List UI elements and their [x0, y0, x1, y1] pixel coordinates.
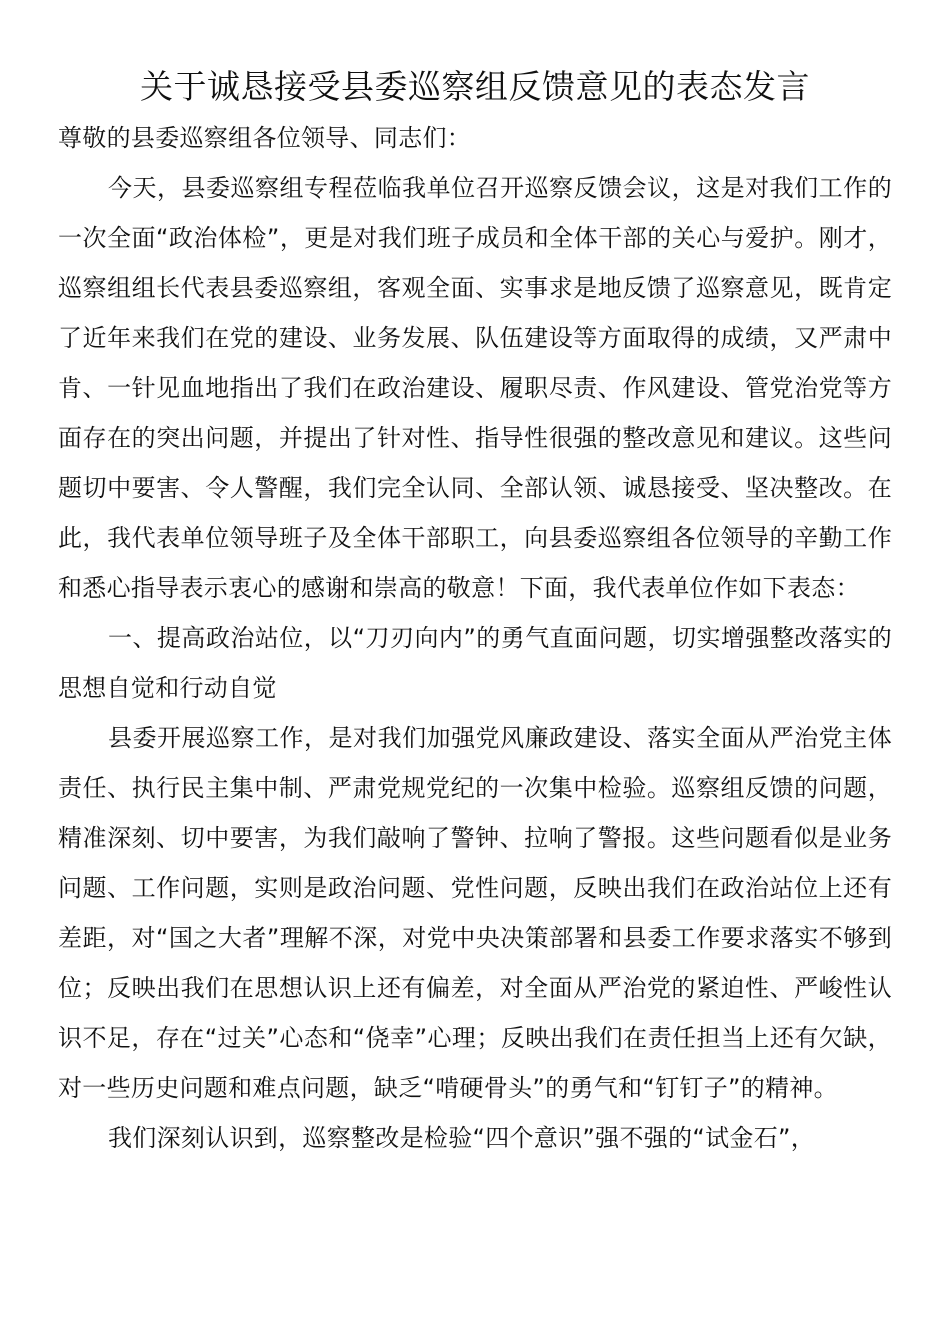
paragraph-section-1: 县委开展巡察工作，是对我们加强党风廉政建设、落实全面从严治党主体责任、执行民主集中制、严肃党规党纪的一次集中检验。巡察组反馈的问题，精准深刻、切中要害，为我们敲响了警钟、拉响了警报。这些问题看似是业务问题、工作问题，实则是政治问题、党性问题，反映出我们在政治站位上还有差距，对“国之大者”理解不深，对党中央决策部署和县委工作要求落实不够到位；反映出我们在思想认识上还有偏差，对全面从严治党的紧迫性、严峻性认识不足，存在“过关”心态和“侥幸”心理；反映出我们在责任担当上还有欠缺，对一些历史问题和难点问题，缺乏“啃硬骨头”的勇气和“钉钉子”的精神。 — [58, 724, 892, 1102]
paragraph-intro: 今天，县委巡察组专程莅临我单位召开巡察反馈会议，这是对我们工作的一次全面“政治体检”，更是对我们班子成员和全体干部的关心与爱护。刚才，巡察组组长代表县委巡察组，客观全面、实事求是地反馈了巡察意见，既肯定了近年来我们在党的建设、业务发展、队伍建设等方面取得的成绩，又严肃中肯、一针见血地指出了我们在政治建设、履职尽责、作风建设、管党治党等方面存在的突出问题，并提出了针对性、指导性很强的整改意见和建议。这些问题切中要害、令人警醒，我们完全认同、全部认领、诚恳接受、坚决整改。在此，我代表单位领导班子及全体干部职工，向县委巡察组各位领导的辛勤工作和悉心指导表示衷心的感谢和崇高的敬意！下面，我代表单位作如下表态： — [58, 174, 892, 602]
document-body — [58, 113, 892, 1163]
salutation: 尊敬的县委巡察组各位领导、同志们： — [58, 124, 472, 152]
document-title: 关于诚恳接受县委巡察组反馈意见的表态发言 — [140, 67, 810, 106]
paragraph-continued: 我们深刻认识到，巡察整改是检验“四个意识”强不强的“试金石”， — [108, 1124, 816, 1152]
section-heading-1: 一、提高政治站位，以“刀刃向内”的勇气直面问题，切实增强整改落实的思想自觉和行动自觉 — [58, 624, 892, 702]
